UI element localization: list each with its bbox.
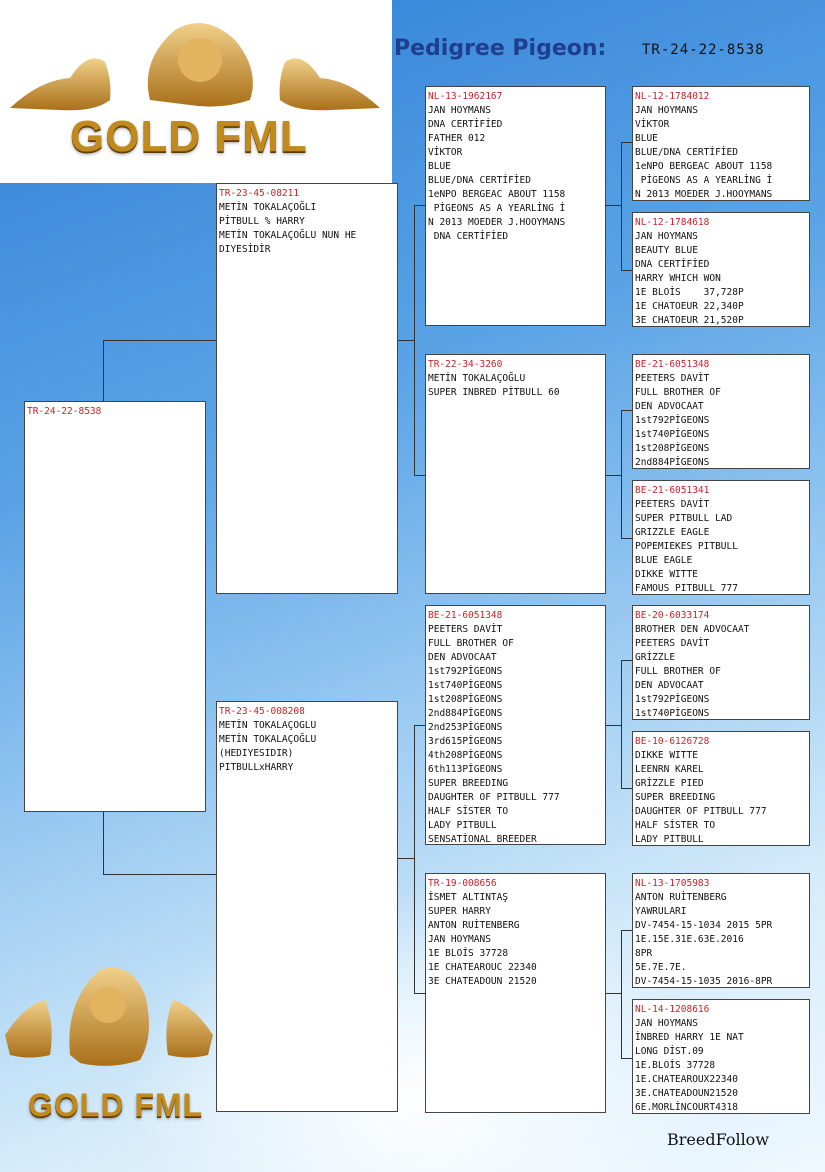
- card-line: SUPER PITBULL LAD: [635, 513, 733, 524]
- card-line: İNBRED HARRY 1E NAT: [635, 1032, 744, 1043]
- brand-logo-top: [0, 0, 392, 183]
- pedigree-card-sire: [216, 183, 398, 594]
- card-line: PEETERS DAVİT: [635, 638, 710, 649]
- card-line: ANTON RUİTENBERG: [428, 920, 520, 931]
- pedigree-card-sss: [632, 86, 810, 201]
- pedigree-card-ss: [425, 86, 606, 326]
- pedigree-card-sd: [425, 354, 606, 594]
- brand-logo-text: GOLD FML: [28, 1087, 204, 1123]
- connector: [103, 340, 217, 341]
- card-line: 1E.15E.31E.63E.2016: [635, 934, 744, 945]
- card-line: 3E CHATOEUR 21,520P: [635, 315, 744, 326]
- card-line: HARRY WHICH WON: [635, 273, 721, 284]
- card-line: 3rd615PİGEONS: [428, 736, 503, 747]
- card-line: JAN HOYMANS: [428, 934, 491, 945]
- connector: [414, 205, 415, 475]
- connector: [605, 205, 621, 206]
- connector: [103, 874, 217, 875]
- connector: [414, 725, 415, 993]
- connector: [605, 993, 621, 994]
- card-line: PİTBULL % HARRY: [219, 216, 305, 227]
- connector: [103, 812, 104, 874]
- connector: [621, 930, 622, 1058]
- ring-number: BE-20-6033174: [635, 610, 710, 621]
- card-line: DEN ADVOCAAT: [635, 680, 704, 691]
- connector: [621, 142, 622, 270]
- ring-number: TR-19-008656: [428, 878, 497, 889]
- card-line: FULL BROTHER OF: [428, 638, 514, 649]
- card-line: METİN TOKALAÇOĞLI: [219, 202, 317, 213]
- card-line: BROTHER DEN ADVOCAAT: [635, 624, 750, 635]
- ring-number: TR-24-22-8538: [27, 406, 102, 417]
- card-line: DAUGHTER OF PITBULL 777: [635, 806, 767, 817]
- card-line: BLUE EAGLE: [635, 555, 693, 566]
- card-line: SUPER BREEDING: [635, 792, 716, 803]
- card-line: 1st740PİGEONS: [428, 680, 503, 691]
- card-line: DAUGHTER OF PITBULL 777: [428, 792, 560, 803]
- connector: [621, 660, 622, 788]
- card-line: DIYESİDİR: [219, 244, 271, 255]
- card-line: 2nd884PİGEONS: [428, 708, 503, 719]
- card-line: DIKKE WITTE: [635, 569, 698, 580]
- card-line: DNA CERTİFİED: [635, 259, 710, 270]
- card-line: PITBULLxHARRY: [219, 762, 294, 773]
- ring-number: NL-13-1705983: [635, 878, 710, 889]
- card-line: HALF SİSTER TO: [635, 820, 716, 831]
- footer-brand: BreedFollow: [667, 1130, 770, 1149]
- card-line: BEAUTY BLUE: [635, 245, 698, 256]
- card-line: METİN TOKALAÇOĞLU NUN HE: [219, 230, 357, 241]
- pedigree-card-sdd: [632, 480, 810, 595]
- card-line: 1E.CHATEAROUX22340: [635, 1074, 738, 1085]
- connector: [397, 340, 414, 341]
- pedigree-card-subject: [24, 401, 206, 812]
- card-line: JAN HOYMANS: [635, 105, 698, 116]
- pedigree-card-ds: [425, 605, 606, 845]
- card-line: 6th113PİGEONS: [428, 764, 503, 775]
- card-line: VİKTOR: [428, 147, 463, 158]
- card-line: FULL BROTHER OF: [635, 666, 721, 677]
- ring-number: NL-12-1784618: [635, 217, 710, 228]
- card-line: 1eNPO BERGEAC ABOUT 1158: [635, 161, 773, 172]
- ring-number: TR-23-45-008208: [219, 706, 305, 717]
- card-line: DNA CERTİFİED: [428, 119, 503, 130]
- card-line: BLUE: [428, 161, 451, 172]
- brand-logo-text: GOLD FML: [70, 112, 308, 161]
- card-line: 1E CHATOEUR 22,340P: [635, 301, 744, 312]
- card-line: LADY PITBULL: [635, 834, 704, 845]
- card-line: 1st740PİGEONS: [635, 429, 710, 440]
- card-line: ANTON RUİTENBERG: [635, 892, 727, 903]
- card-line: DEN ADVOCAAT: [428, 652, 497, 663]
- card-line: METİN TOKALAÇOĞLU: [428, 373, 526, 384]
- card-line: 2nd253PİGEONS: [428, 722, 503, 733]
- pedigree-card-dds: [632, 873, 810, 988]
- card-line: 8PR: [635, 948, 653, 959]
- card-line: PEETERS DAVİT: [635, 499, 710, 510]
- ring-number: TR-23-45-08211: [219, 188, 300, 199]
- ring-number: NL-13-1962167: [428, 91, 503, 102]
- card-line: POPEMIEKES PITBULL: [635, 541, 738, 552]
- card-line: N 2013 MOEDER J.HOOYMANS: [428, 217, 566, 228]
- card-line: 1E BLOİS 37,728P: [635, 287, 744, 298]
- page-title: Pedigree Pigeon:: [394, 36, 607, 61]
- card-line: BLUE/DNA CERTİFİED: [635, 147, 738, 158]
- card-line: VİKTOR: [635, 119, 670, 130]
- ring-number: BE-10-6126728: [635, 736, 710, 747]
- card-line: 1st792PİGEONS: [635, 694, 710, 705]
- card-line: METİN TOKALAÇOGLU: [219, 720, 317, 731]
- card-line: GRIZZLE EAGLE: [635, 527, 710, 538]
- pedigree-card-dsd: [632, 731, 810, 846]
- card-line: 1E BLOİS 37728: [428, 948, 509, 959]
- card-line: SENSATİONAL BREEDER: [428, 834, 537, 845]
- card-line: FULL BROTHER OF: [635, 387, 721, 398]
- ring-number: BE-21-6051341: [635, 485, 710, 496]
- pedigree-card-ddd: [632, 999, 810, 1114]
- pigeon-lion-emblem-icon: [0, 945, 218, 1172]
- card-line: SUPER HARRY: [428, 906, 491, 917]
- card-line: 1st740PİGEONS: [635, 708, 710, 719]
- card-line: SUPER BREEDING: [428, 778, 509, 789]
- connector: [605, 725, 621, 726]
- card-line: İSMET ALTINTAŞ: [428, 892, 509, 903]
- pedigree-card-dd: [425, 873, 606, 1113]
- card-line: 1st208PİGEONS: [635, 443, 710, 454]
- connector: [621, 410, 622, 538]
- card-line: BLUE/DNA CERTİFİED: [428, 175, 531, 186]
- card-line: 3E.CHATEADOUN21520: [635, 1088, 738, 1099]
- connector: [103, 340, 104, 402]
- card-line: GRİZZLE: [635, 652, 676, 663]
- card-line: PEETERS DAVİT: [428, 624, 503, 635]
- pedigree-card-ssd: [632, 212, 810, 327]
- card-line: JAN HOYMANS: [635, 231, 698, 242]
- card-line: DV-7454-15-1035 2016-8PR: [635, 976, 773, 987]
- pedigree-card-sds: [632, 354, 810, 469]
- card-line: PİGEONS AS A YEARLİNG İ: [635, 175, 773, 186]
- card-line: 6E.MORLİNCOURT4318: [635, 1102, 738, 1113]
- ring-number: BE-21-6051348: [635, 359, 710, 370]
- card-line: 1st792PİGEONS: [635, 415, 710, 426]
- card-line: YAWRULARI: [635, 906, 687, 917]
- subject-ring-number: TR-24-22-8538: [642, 42, 765, 58]
- ring-number: BE-21-6051348: [428, 610, 503, 621]
- card-line: JAN HOYMANS: [428, 105, 491, 116]
- card-line: SUPER INBRED PİTBULL 60: [428, 387, 560, 398]
- card-line: LADY PITBULL: [428, 820, 497, 831]
- pedigree-card-dss: [632, 605, 810, 720]
- card-line: DV-7454-15-1034 2015 5PR: [635, 920, 773, 931]
- card-line: JAN HOYMANS: [635, 1018, 698, 1029]
- card-line: FAMOUS PITBULL 777: [635, 583, 738, 594]
- card-line: 2nd884PİGEONS: [635, 457, 710, 468]
- card-line: DNA CERTİFİED: [428, 231, 509, 242]
- card-line: 1E.BLOİS 37728: [635, 1060, 716, 1071]
- card-line: 3E CHATEADOUN 21520: [428, 976, 537, 987]
- card-line: LEENRN KAREL: [635, 764, 704, 775]
- card-line: DIKKE WITTE: [635, 750, 698, 761]
- card-line: 1eNPO BERGEAC ABOUT 1158: [428, 189, 566, 200]
- card-line: PİGEONS AS A YEARLİNG İ: [428, 203, 566, 214]
- card-line: 1st208PİGEONS: [428, 694, 503, 705]
- card-line: 5E.7E.7E.: [635, 962, 687, 973]
- card-line: GRİZZLE PIED: [635, 778, 704, 789]
- connector: [397, 858, 414, 859]
- card-line: HALF SİSTER TO: [428, 806, 509, 817]
- pedigree-card-dam: [216, 701, 398, 1112]
- connector: [605, 475, 621, 476]
- ring-number: TR-22-34-3260: [428, 359, 503, 370]
- card-line: 1st792PİGEONS: [428, 666, 503, 677]
- card-line: (HEDIYESIDIR): [219, 748, 294, 759]
- card-line: FATHER 012: [428, 133, 486, 144]
- card-line: METİN TOKALAÇOĞLU: [219, 734, 317, 745]
- card-line: BLUE: [635, 133, 658, 144]
- ring-number: NL-12-1784012: [635, 91, 710, 102]
- card-line: LONG DİST.09: [635, 1046, 704, 1057]
- card-line: PEETERS DAVİT: [635, 373, 710, 384]
- card-line: N 2013 MOEDER J.HOOYMANS: [635, 189, 773, 200]
- card-line: DEN ADVOCAAT: [635, 401, 704, 412]
- card-line: 4th208PİGEONS: [428, 750, 503, 761]
- card-line: 1E CHATEAROUC 22340: [428, 962, 537, 973]
- ring-number: NL-14-1208616: [635, 1004, 710, 1015]
- brand-logo-bottom: [0, 945, 218, 1172]
